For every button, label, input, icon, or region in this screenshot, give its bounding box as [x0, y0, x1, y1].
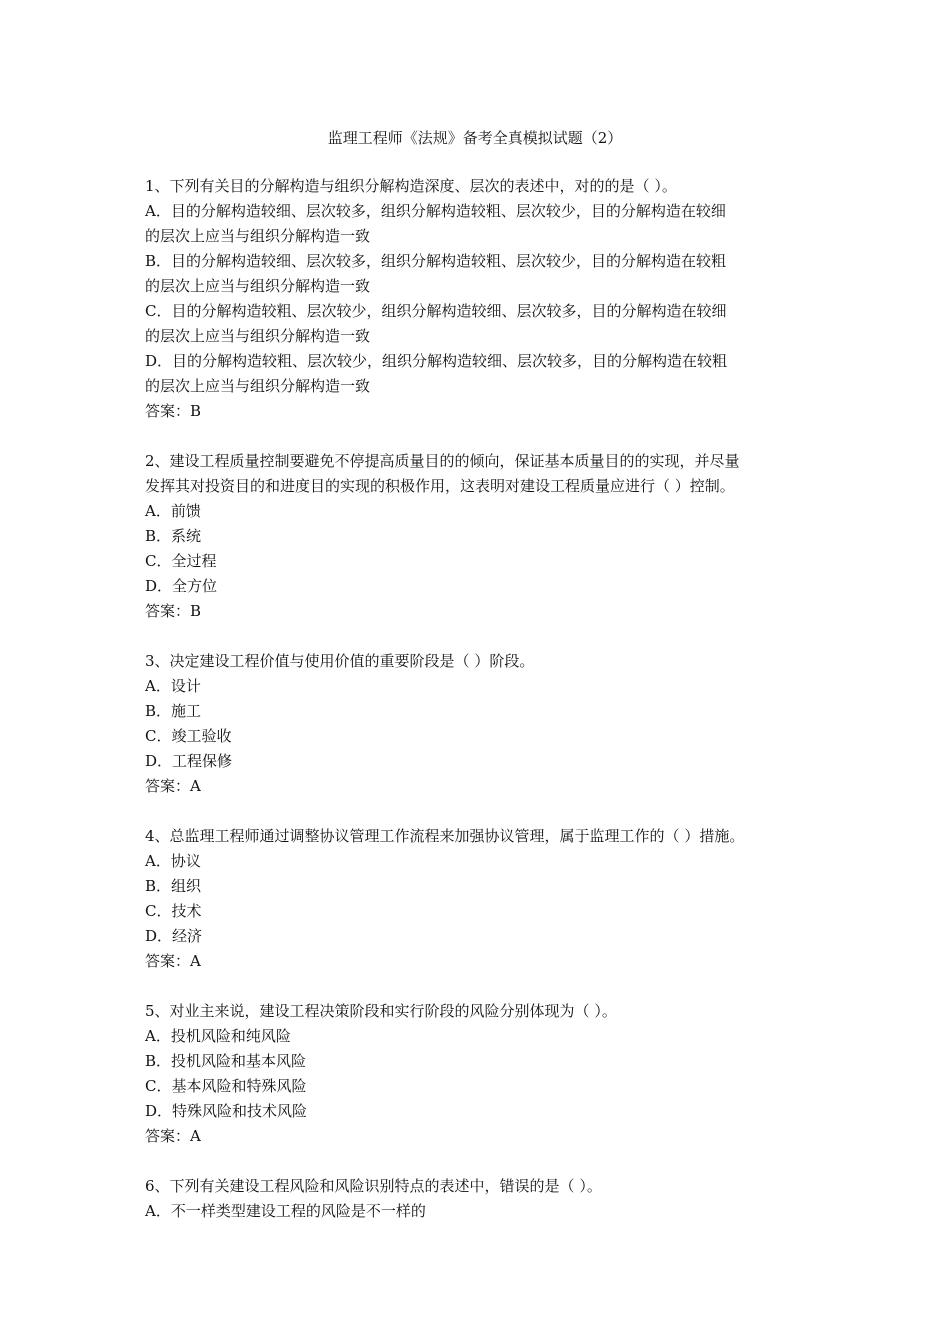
answer-option: A．不一样类型建设工程的风险是不一样的 [145, 1202, 426, 1220]
answer-option: D．经济 [145, 927, 203, 945]
question-stem: 2、建设工程质量控制要避免不停提高质量目的的倾向，保证基本质量目的的实现，并尽量 [145, 452, 740, 470]
answer-option: B．施工 [145, 702, 202, 720]
answer-key: 答案：A [145, 1127, 201, 1145]
answer-option: D．特殊风险和技术风险 [145, 1102, 308, 1120]
question-3 [145, 649, 810, 799]
answer-option: C．基本风险和特殊风险 [145, 1077, 307, 1095]
answer-option: C．技术 [145, 902, 202, 920]
answer-option: B．系统 [145, 527, 202, 545]
answer-key: 答案：A [145, 952, 201, 970]
answer-option: A．投机风险和纯风险 [145, 1027, 291, 1045]
question-1 [145, 174, 810, 424]
answer-option: 的层次上应当与组织分解构造一致 [145, 377, 371, 395]
answer-option: B．投机风险和基本风险 [145, 1052, 307, 1070]
question-list [145, 174, 810, 1249]
answer-key: 答案：B [145, 602, 202, 620]
answer-option: 的层次上应当与组织分解构造一致 [145, 227, 371, 245]
answer-option: 的层次上应当与组织分解构造一致 [145, 277, 371, 295]
question-4 [145, 824, 810, 974]
question-stem: 6、下列有关建设工程风险和风险识别特点的表述中，错误的是（ ）。 [145, 1177, 602, 1195]
answer-option: D．目的分解构造较粗、层次较少，组织分解构造较细、层次较多，目的分解构造在较粗 [145, 352, 728, 370]
document-title: 监理工程师《法规》备考全真模拟试题（2） [327, 129, 623, 147]
question-stem: 4、总监理工程师通过调整协议管理工作流程来加强协议管理，属于监理工作的（ ）措施。 [145, 827, 745, 845]
answer-option: B．目的分解构造较细、层次较多，组织分解构造较粗、层次较少，目的分解构造在较粗 [145, 252, 727, 270]
question-2 [145, 449, 810, 624]
answer-option: C．全过程 [145, 552, 217, 570]
answer-option: C．竣工验收 [145, 727, 232, 745]
answer-key: 答案：A [145, 777, 201, 795]
question-stem: 1、下列有关目的分解构造与组织分解构造深度、层次的表述中，对的的是（ ）。 [145, 177, 677, 195]
question-stem: 3、决定建设工程价值与使用价值的重要阶段是（ ）阶段。 [145, 652, 535, 670]
answer-option: D．工程保修 [145, 752, 233, 770]
answer-option: D．全方位 [145, 577, 218, 595]
answer-key: 答案：B [145, 402, 202, 420]
question-5 [145, 999, 810, 1149]
answer-option: A．目的分解构造较细、层次较多，组织分解构造较粗、层次较少，目的分解构造在较细 [145, 202, 726, 220]
question-stem: 5、对业主来说，建设工程决策阶段和实行阶段的风险分别体现为（ ）。 [145, 1002, 617, 1020]
answer-option: C．目的分解构造较粗、层次较少，组织分解构造较细、层次较多，目的分解构造在较细 [145, 302, 727, 320]
answer-option: A．设计 [145, 677, 201, 695]
answer-option: 的层次上应当与组织分解构造一致 [145, 327, 371, 345]
question-6 [145, 1174, 810, 1224]
answer-option: B．组织 [145, 877, 202, 895]
question-stem: 发挥其对投资目的和进度目的实现的积极作用，这表明对建设工程质量应进行（ ）控制。 [145, 477, 735, 495]
answer-option: A．前馈 [145, 502, 201, 520]
answer-option: A．协议 [145, 852, 201, 870]
